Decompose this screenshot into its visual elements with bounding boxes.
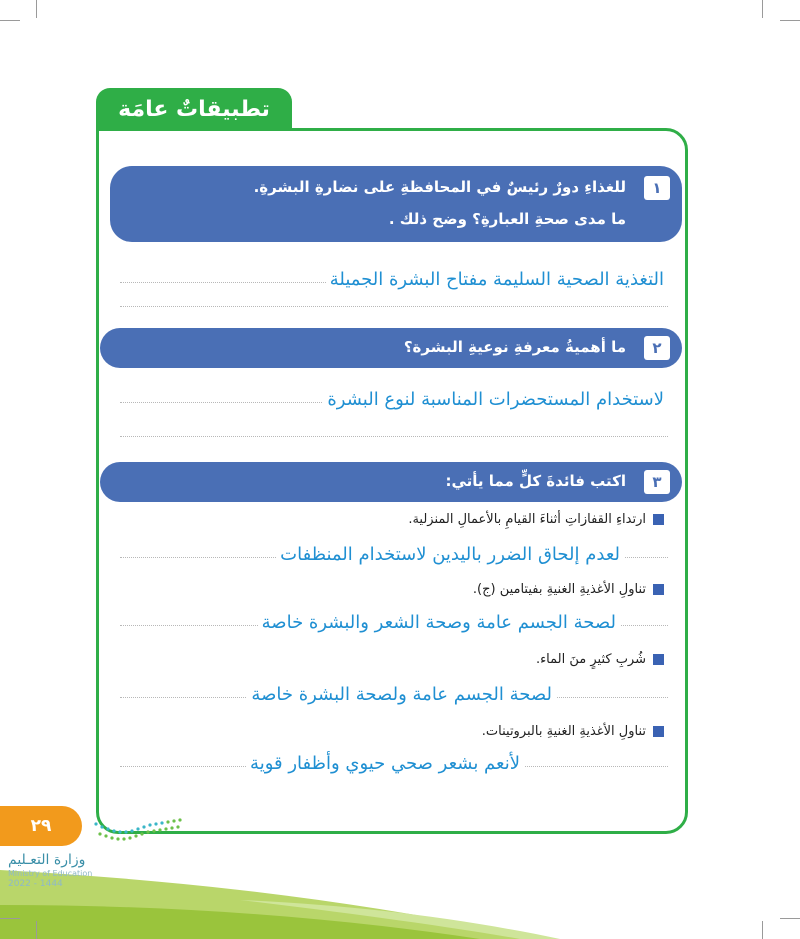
list-item xyxy=(482,724,664,739)
answer-text: لصحة الجسم عامة وصحة الشعر والبشرة خاصة xyxy=(258,611,620,635)
page-number: ٢٩ xyxy=(0,806,82,846)
question-number: ٢ xyxy=(644,336,670,360)
crop-mark xyxy=(36,921,37,939)
bullet-square xyxy=(653,514,664,525)
ministry-name-en: Ministry of Education xyxy=(8,869,93,878)
answer-line xyxy=(120,436,668,437)
ministry-logo-icon xyxy=(92,818,188,844)
list-item-text: شُربِ كثيرٍ منَ الماء. xyxy=(535,652,646,667)
question-1-bar xyxy=(110,166,682,242)
question-number: ١ xyxy=(644,176,670,200)
answer-text: لعدم إلحاق الضرر باليدين لاستخدام المنظفات xyxy=(276,543,624,567)
crop-mark xyxy=(762,0,763,18)
question-number: ٣ xyxy=(644,470,670,494)
question-2-bar xyxy=(100,328,682,368)
answer-text: لأنعم بشعر صحي حيوي وأظفار قوية xyxy=(246,752,524,776)
bullet-square xyxy=(653,654,664,665)
list-item xyxy=(408,512,664,527)
crop-mark xyxy=(780,918,800,919)
crop-mark xyxy=(0,918,20,919)
answer-text: لاستخدام المستحضرات المناسبة لنوع البشرة xyxy=(323,388,668,412)
answer-text: لصحة الجسم عامة ولصحة البشرة خاصة xyxy=(247,683,556,707)
question-text: ما مدى صحةِ العبارةِ؟ وضح ذلك . xyxy=(388,210,626,228)
list-item-text: ارتداءِ القفازاتِ أثناءَ القيامِ بالأعمالِ المنزلية. xyxy=(408,512,646,527)
crop-mark xyxy=(36,0,37,18)
answer-text: التغذية الصحية السليمة مفتاح البشرة الجميلة xyxy=(326,268,668,292)
bullet-square xyxy=(653,584,664,595)
bullet-square xyxy=(653,726,664,737)
question-text: اكتب فائدةَ كلٍّ مما يأتي: xyxy=(445,472,626,490)
crop-mark xyxy=(0,20,20,21)
ministry-year: 2022 - 1444 xyxy=(8,879,63,889)
list-item-text: تناولِ الأغذيةِ الغنيةِ بالبروتينات. xyxy=(481,724,646,739)
crop-mark xyxy=(780,20,800,21)
crop-mark xyxy=(762,921,763,939)
list-item-text: تناولِ الأغذيةِ الغنيةِ بفيتامين (ج). xyxy=(472,582,646,597)
question-3-bar xyxy=(100,462,682,502)
list-item xyxy=(473,582,664,597)
answer-line xyxy=(120,306,668,307)
question-text: ما أهميةُ معرفةِ نوعيةِ البشرة؟ xyxy=(403,338,626,356)
question-text: للغذاءِ دورٌ رئيسٌ في المحافظةِ على نضارةِ البشرةِ. xyxy=(253,178,626,196)
list-item xyxy=(536,652,664,667)
section-title: تطبيقاتٌ عامَة xyxy=(96,88,292,130)
ministry-name-ar: وزارة التعـليم xyxy=(8,852,86,868)
